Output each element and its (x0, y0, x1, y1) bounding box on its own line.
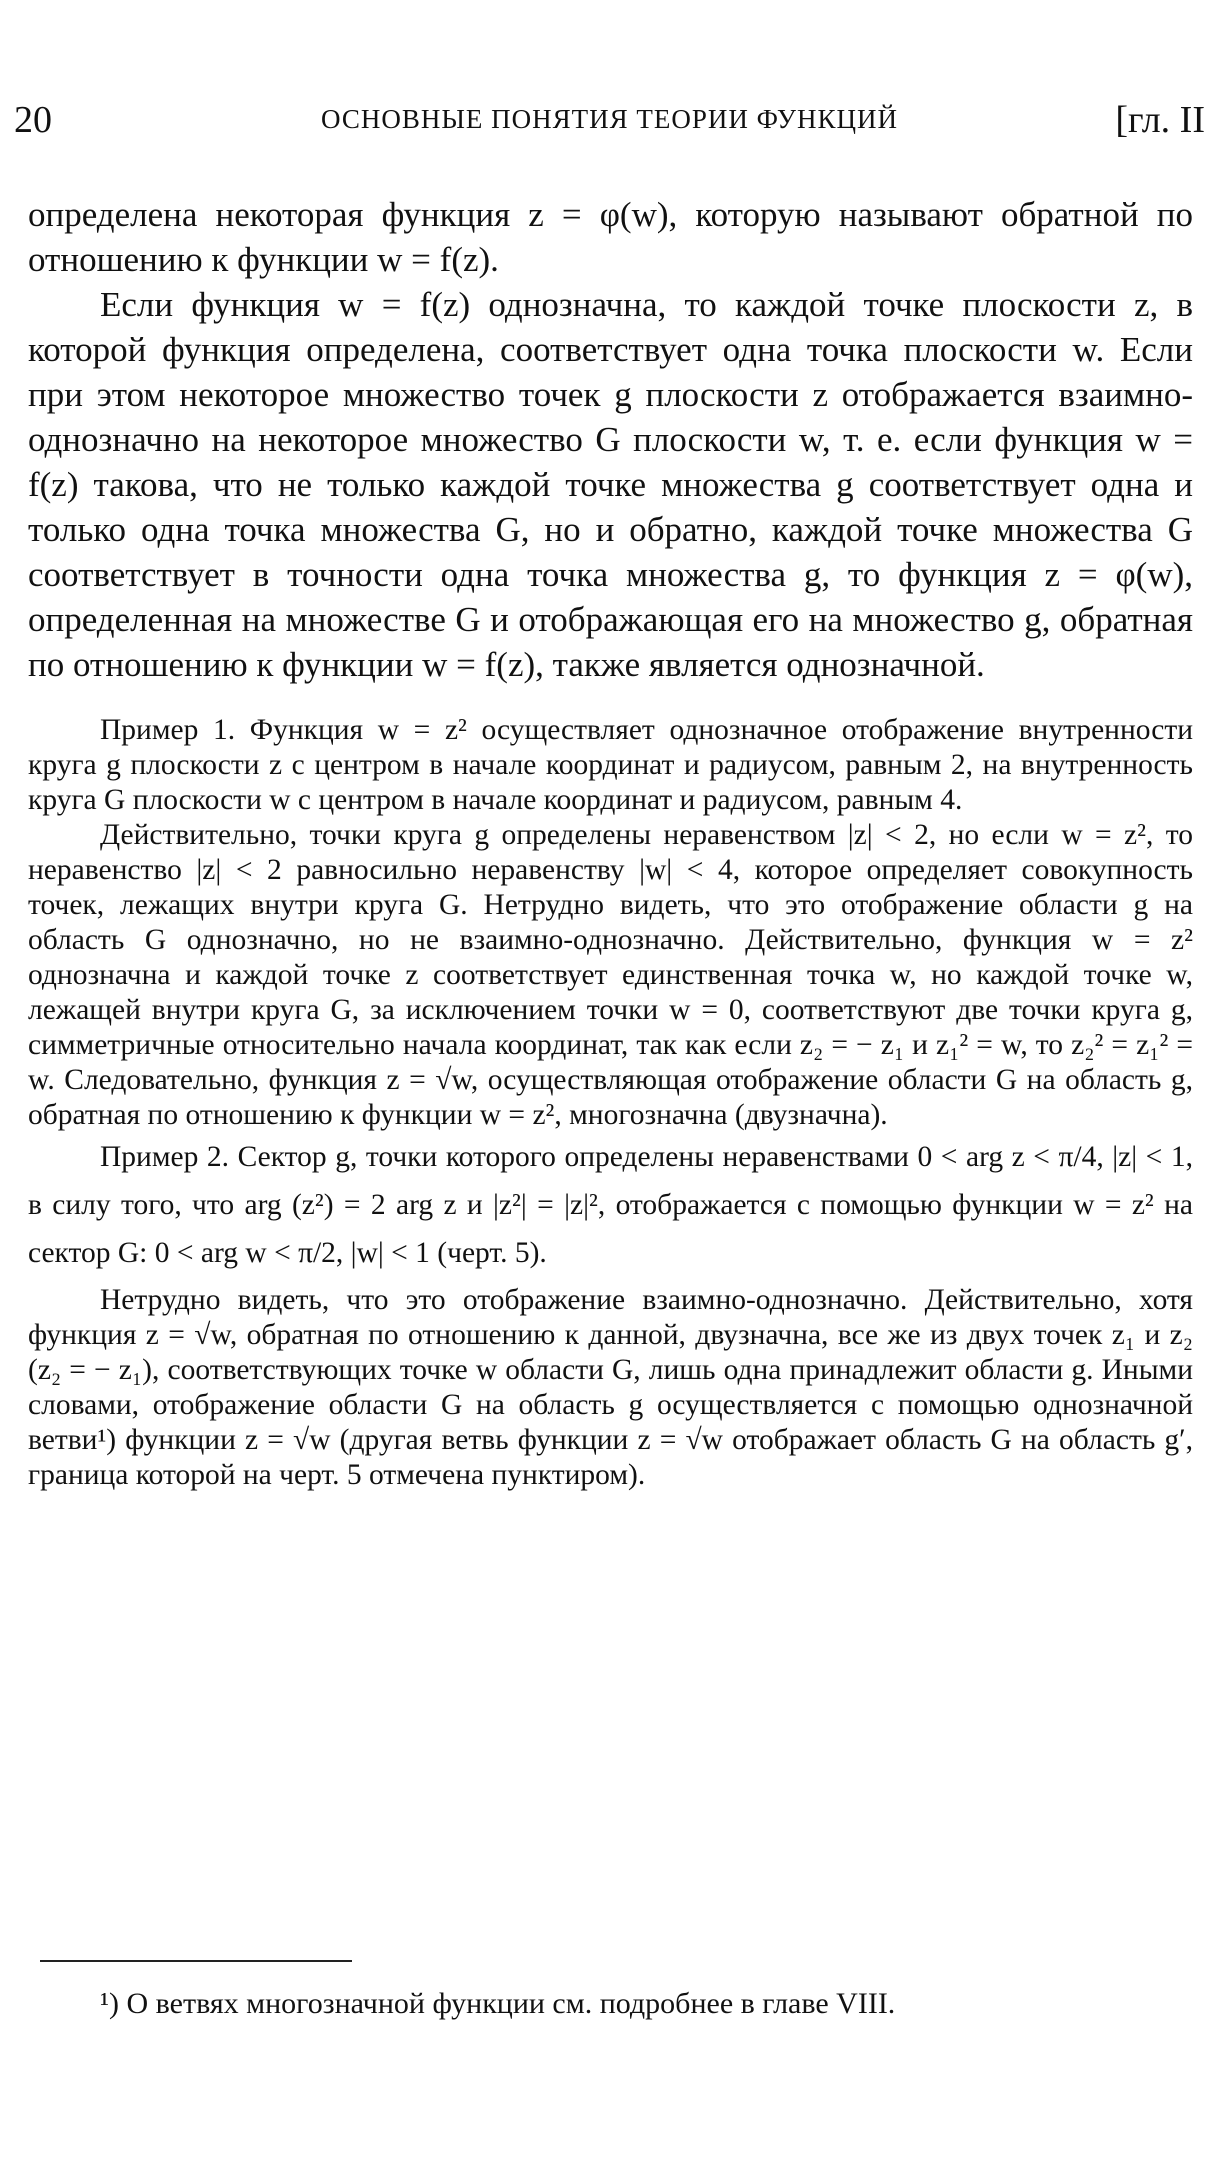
page-body (28, 192, 1193, 1493)
chapter-label: [гл. II (1115, 99, 1205, 141)
page-number: 20 (14, 99, 52, 141)
paragraph-example-1-proof: Действительно, точки круга g определены неравенством |z| < 2, но если w = z², то неравенство |z| < 2 равносильно неравенству |w| < 4, которое определяет совокупность точек, лежащих внутри круга G. Нетрудно видеть, что это отображение области g на область G однозначно, но не взаимно-однозначно. Действительно, функция w = z² однозначна и каждой точке z соответствует единственная точка w, но каждой точке w, лежащей внутри круга G, за исключением точки w = 0, соответствуют две точки круга g, симметричные относительно начала координат, так как если z₂ = − z₁ и z₁² = w, то z₂² = z₁² = w. Следовательно, функция z = √w, осуществляющая отображение области G на область g, обратная по отношению к функции w = z², многозначна (двузначна). (28, 819, 1193, 1131)
footnote: ¹) О ветвях многозначной функции см. подробнее в главе VIII. (100, 1987, 896, 2020)
paragraph-example-2: Пример 2. Сектор g, точки которого определены неравенствами 0 < arg z < π/4, |z| < 1, в силу того, что arg (z²) = 2 arg z и |z²| = |z|², отображается с помощью функции w = z² на сектор G: 0 < arg w < π/2, |w| < 1 (черт. 5). (28, 1141, 1193, 1269)
paragraph-inverse-function: определена некоторая функция z = φ(w), которую называют обратной по отношению к функции w = f(z). (28, 195, 1193, 279)
footnote-rule (40, 1960, 352, 1962)
paragraph-single-valued: Если функция w = f(z) однозначна, то каждой точке плоскости z, в которой функция определена, соответствует одна точка плоскости w. Если при этом некоторое множество точек g плоскости z отображается взаимно-однозначно на некоторое множество G плоскости w, т. е. если функция w = f(z) такова, что не только каждой точке множества g соответствует одна и только одна точка множества G, но и обратно, каждой точке множества G соответствует в точности одна точка множества g, то функция z = φ(w), определенная на множестве G и отображающая его на множество g, обратная по отношению к функции w = f(z), также является однозначной. (28, 285, 1193, 684)
running-title: ОСНОВНЫЕ ПОНЯТИЯ ТЕОРИИ ФУНКЦИЙ (320, 104, 899, 134)
paragraph-example-2-proof: Нетрудно видеть, что это отображение взаимно-однозначно. Действительно, хотя функция z = √w, обратная по отношению к данной, двузначна, все же из двух точек z₁ и z₂ (z₂ = − z₁), соответствующих точке w области G, лишь одна принадлежит области g. Иными словами, отображение области G на область g осуществляется с помощью однозначной ветви¹) функции z = √w (другая ветвь функции z = √w отображает область G на область g′, граница которой на черт. 5 отмечена пунктиром). (28, 1284, 1193, 1491)
page-header (14, 98, 1205, 148)
paragraph-example-1: Пример 1. Функция w = z² осуществляет однозначное отображение внутренности круга g плоскости z с центром в начале координат и радиусом, равным 2, на внутренность круга G плоскости w с центром в начале координат и радиусом, равным 4. (28, 714, 1193, 816)
